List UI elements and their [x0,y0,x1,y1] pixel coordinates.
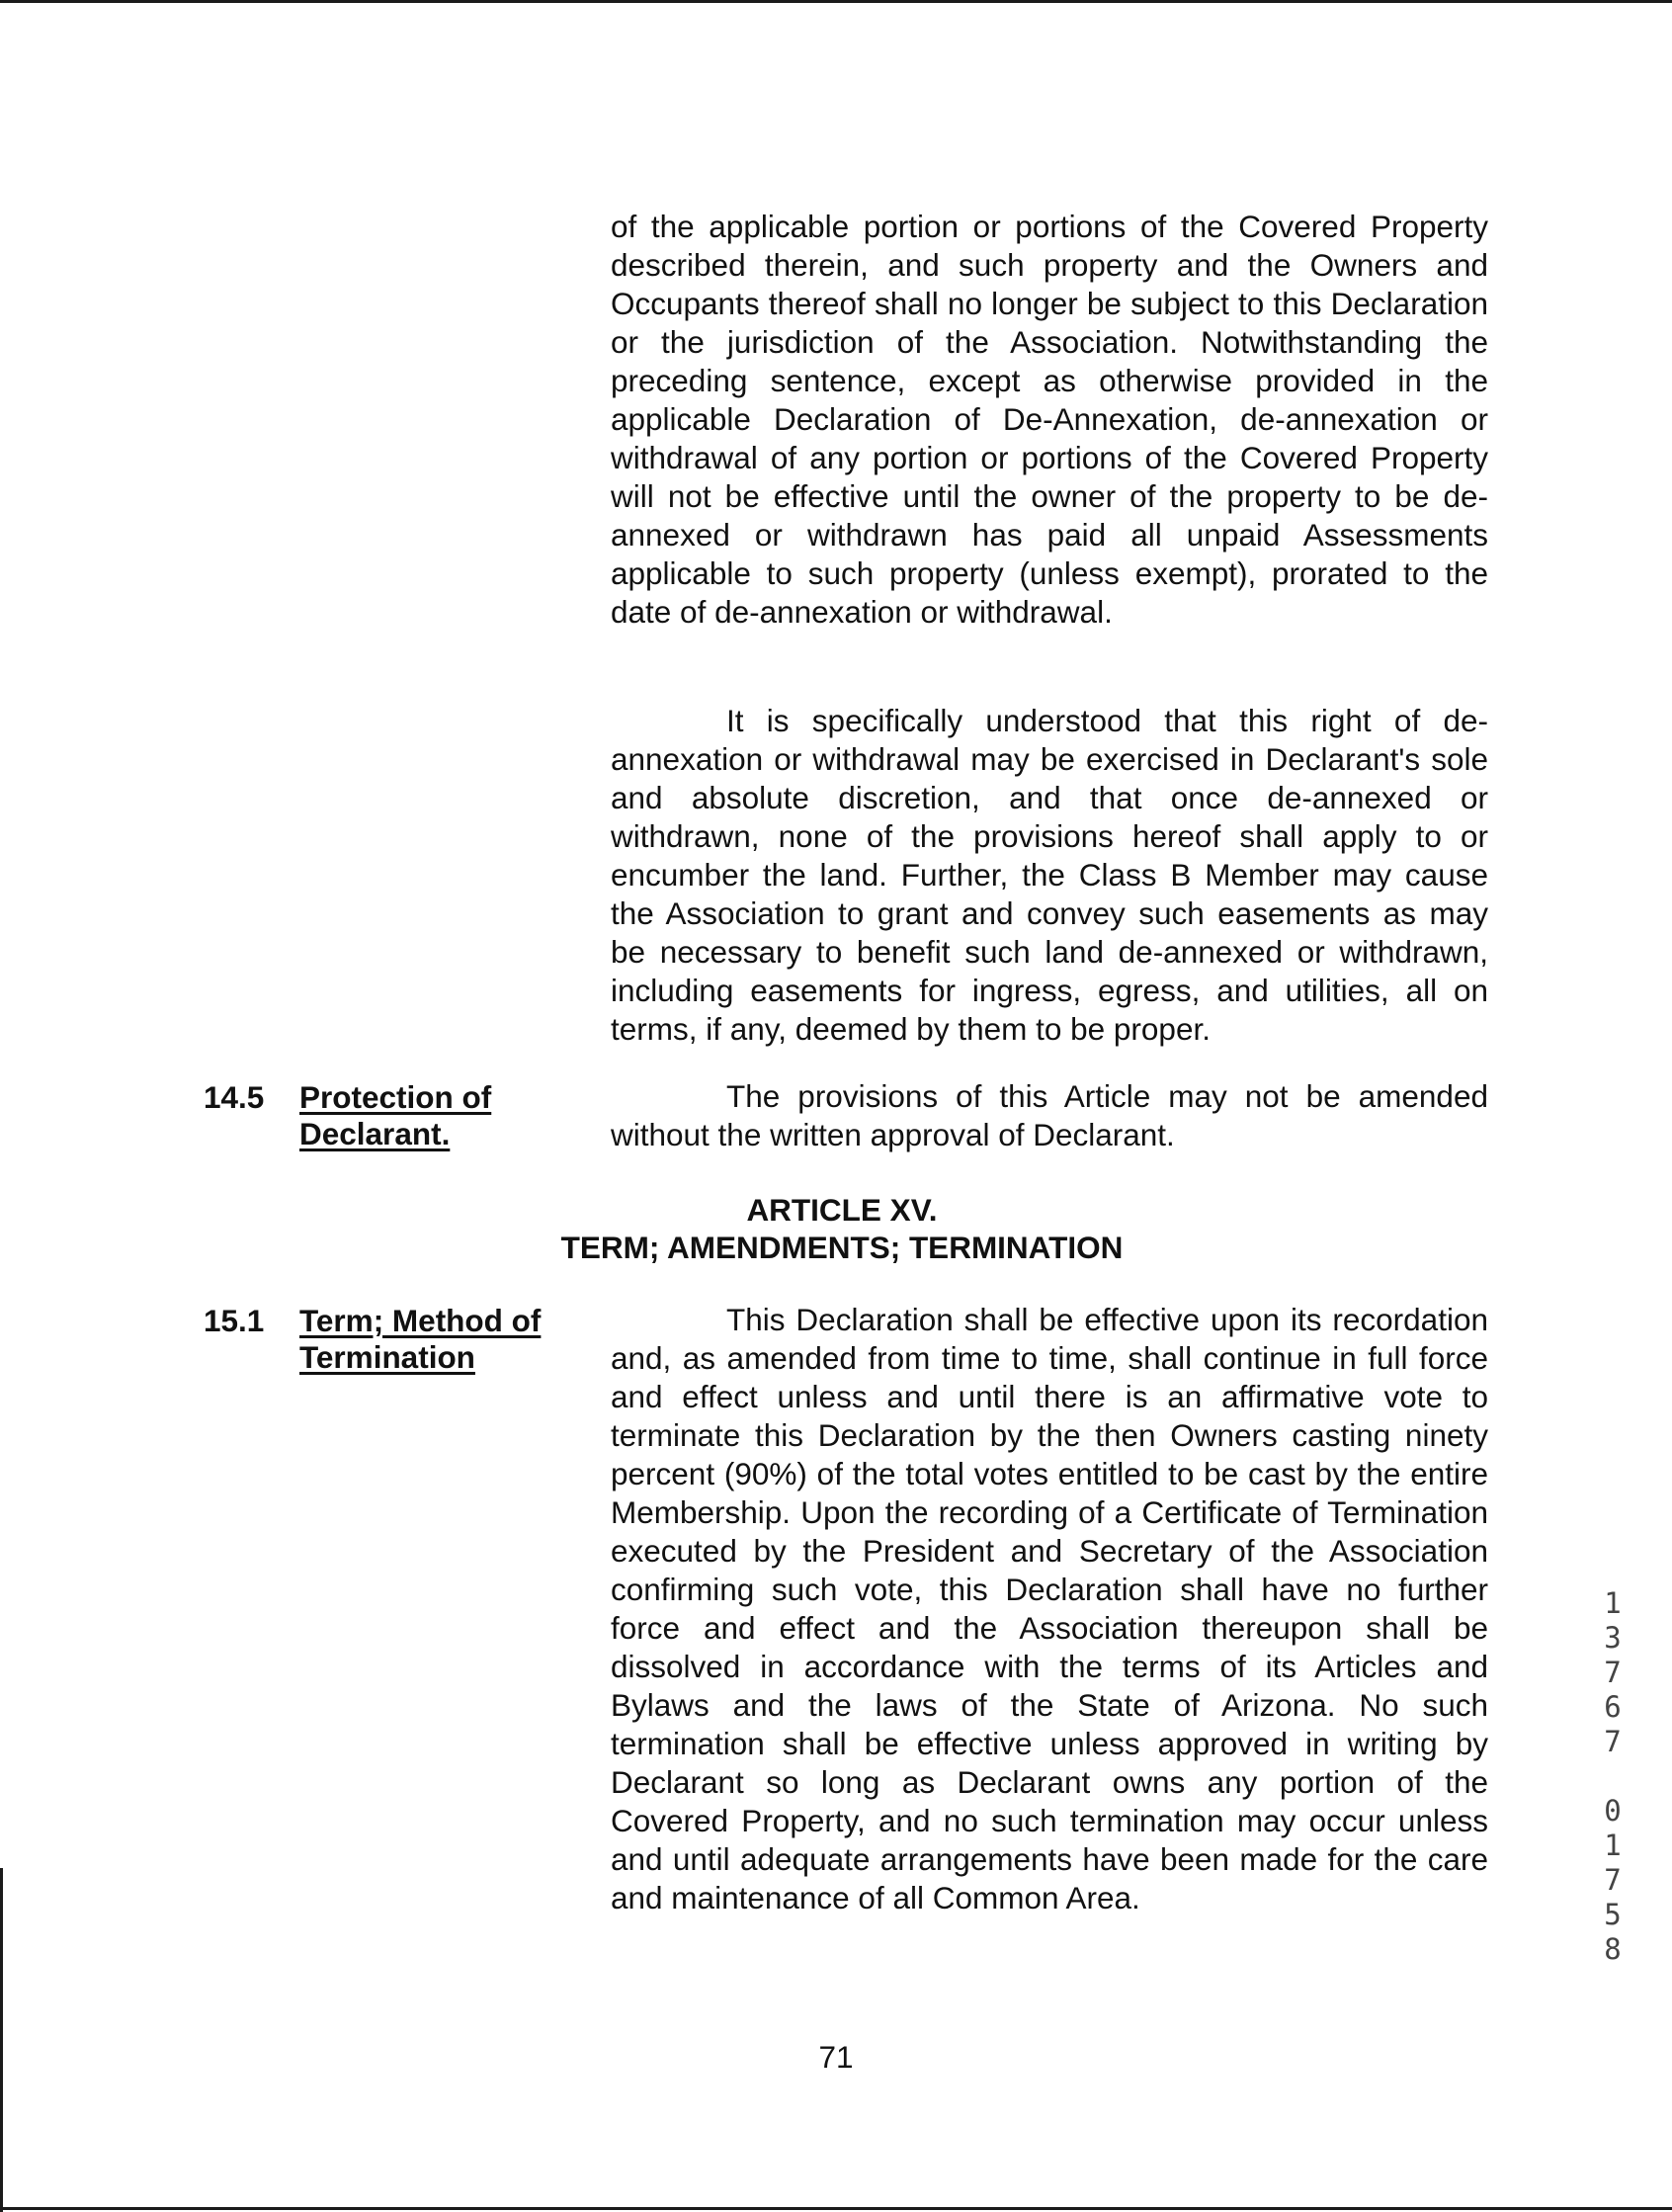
section-title-line: Declarant. [299,1116,451,1151]
section-number-15-1: 15.1 [204,1303,265,1338]
scan-edge-top [0,0,1672,3]
paragraph-deannexation-discretion: It is specifically understood that this right of de-annexation or withdrawal may be exercised in Declarant's sole and absolute discretion, and that once de-annexed or withdrawn, none of the provisions hereof shall apply to or encumber the land. Further, the Class B Member may cause the Association to grant and convey such easements as may be necessary to benefit such land de-annexed or withdrawn, including easements for ingress, egress, and utilities, all on terms, if any, deemed by them to be proper. [611,703,1488,1047]
section-title-line: Termination [299,1339,475,1375]
article-number: ARTICLE XV. [746,1192,938,1228]
section-title-line: Protection of [299,1079,492,1115]
page-number: 71 [818,2039,854,2075]
section-14-5-text: The provisions of this Article may not be amended without the written approval of Declarant. [611,1078,1488,1152]
section-15-1-text: This Declaration shall be effective upon its recordation and, as amended from time to time, shall continue in full force and effect unless and until there is an affirmative vote to terminate this Declaration by the then Owners casting ninety percent (90%) of the total votes entitled to be cast by the entire Membership. Upon the recording of a Certificate of Termination executed by the President and Secretary of the Association confirming such vote, this Declaration shall have no further force and effect and the Association thereupon shall be dissolved in accordance with the terms of its Articles and Bylaws and the laws of the State of Arizona. No such termination shall be effective unless approved in writing by Declarant so long as Declarant owns any portion of the Covered Property, and no such termination may occur unless and until adequate arrangements have been made for the care and maintenance of all Common Area. [611,1302,1488,1915]
section-title-term-method-of-termination [299,1303,541,1376]
scan-edge-bottom [0,2207,1672,2210]
article-heading [395,1191,1289,1266]
section-title-protection-of-declarant [299,1079,491,1152]
section-title-line: Term; Method of [299,1303,542,1338]
paragraph-deannexation-continued: of the applicable portion or portions of the Covered Property described therein, and such property and the Owners and Occupants thereof shall no longer be subject to this Declaration or the jurisdiction of the Association. Notwithstanding the preceding sentence, except as otherwise provided in the applicable Declaration of De-Annexation, de-annexation or withdrawal of any portion or portions of the Covered Property will not be effective until the owner of the property to be de-annexed or withdrawn has paid all unpaid Assessments applicable to such property (unless exempt), prorated to the date of de-annexation or withdrawal. [611,209,1488,630]
section-number-14-5: 14.5 [204,1079,265,1115]
recording-stamp: 13767 01758 [1596,1586,1630,1967]
article-title: TERM; AMENDMENTS; TERMINATION [560,1230,1124,1265]
